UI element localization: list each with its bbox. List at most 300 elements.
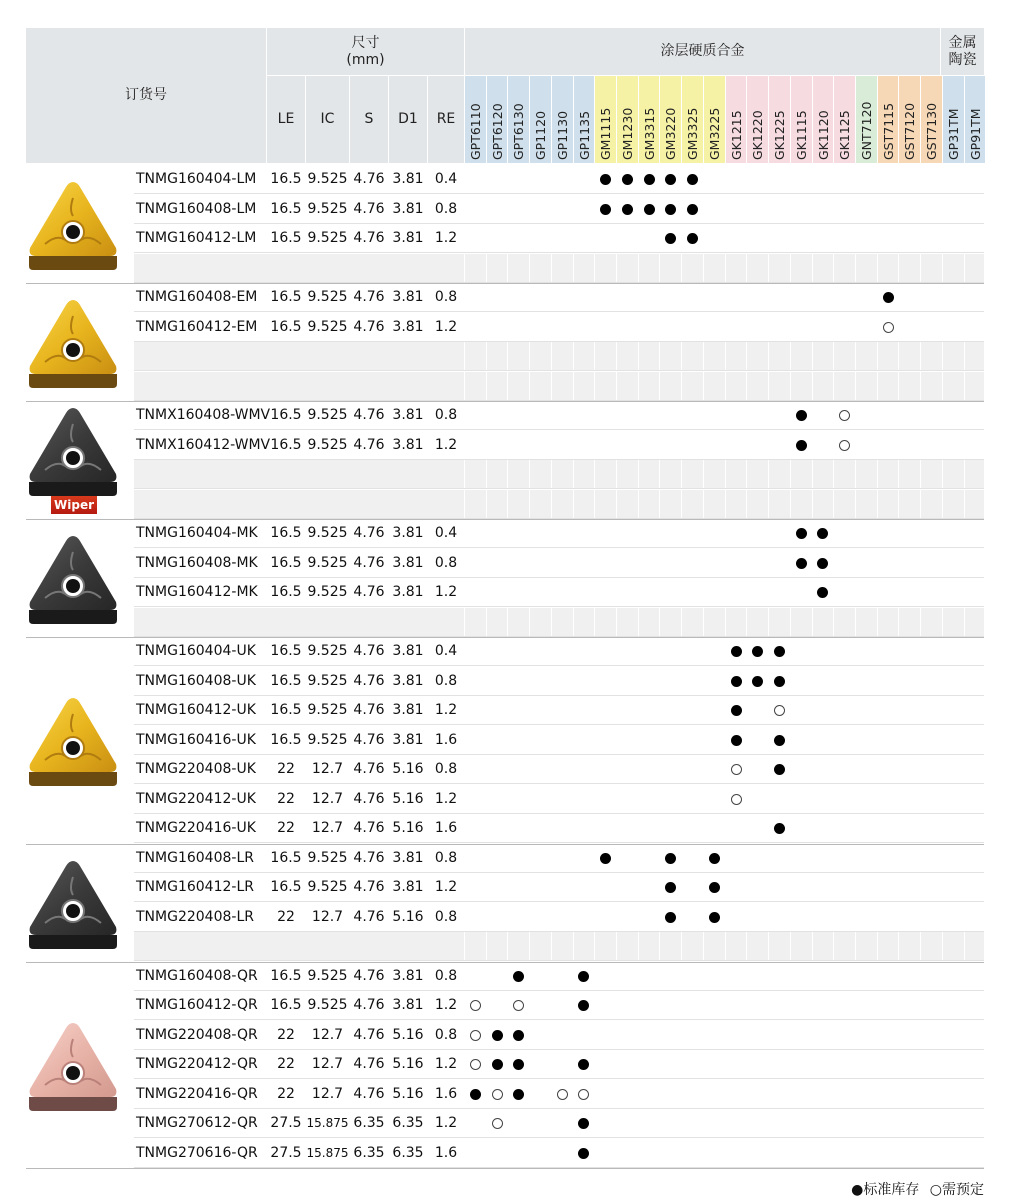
table-row	[134, 283, 984, 312]
dim-value-re	[428, 254, 464, 283]
order-code: TNMG160408-UK	[136, 672, 256, 689]
table-row	[134, 1050, 984, 1079]
dim-value-re: 0.8	[434, 761, 458, 777]
column-separator	[768, 932, 769, 961]
column-separator	[920, 254, 921, 283]
dim-value-d1: 3.81	[392, 171, 424, 187]
column-separator	[638, 372, 639, 401]
column-separator	[594, 342, 595, 371]
dim-value-s: 4.76	[353, 554, 385, 571]
column-separator	[464, 254, 465, 283]
column-separator	[507, 460, 508, 489]
header-size-title	[267, 32, 464, 72]
column-separator	[833, 932, 834, 961]
dim-value-s: 4.76	[353, 318, 385, 335]
table-row	[134, 195, 984, 224]
column-separator	[812, 342, 813, 371]
dim-value-le: 22	[277, 908, 295, 925]
column-separator	[464, 608, 465, 637]
dim-value-d1: 3.81	[392, 525, 424, 541]
dim-value-le: 16.5	[270, 967, 302, 984]
dim-value-ic	[306, 490, 349, 519]
dim-value-le: 27.5	[270, 1115, 302, 1131]
grade-header-gpt6130: GPT6130	[511, 103, 527, 160]
dim-value-le: 16.5	[270, 318, 302, 335]
stock-dot-gm3325	[687, 233, 698, 244]
dim-value-ic: 9.525	[307, 289, 348, 305]
dim-value-s: 4.76	[353, 200, 385, 217]
column-separator	[681, 460, 682, 489]
stock-dot-gk1115	[796, 440, 807, 451]
column-separator	[964, 932, 965, 961]
stock-dot-gk1225	[774, 764, 785, 775]
dim-value-s: 4.76	[353, 967, 385, 984]
column-separator	[594, 372, 595, 401]
order-dot-gst7115	[883, 322, 894, 333]
table-row	[134, 549, 984, 578]
column-separator	[681, 490, 682, 519]
column-separator	[920, 490, 921, 519]
stock-dot-gk1215	[731, 735, 742, 746]
column-separator	[833, 608, 834, 637]
table-row	[134, 903, 984, 932]
dim-value-d1: 3.81	[392, 289, 424, 305]
column-separator	[833, 460, 834, 489]
gold-triangle-insert-icon	[25, 692, 121, 788]
table-row	[134, 1139, 984, 1168]
empty-row	[134, 460, 984, 489]
stock-dot-gm3225	[709, 882, 720, 893]
dim-value-s	[350, 342, 388, 371]
wiper-badge: Wiper	[51, 496, 97, 514]
column-separator	[812, 932, 813, 961]
order-code: TNMG160412-QR	[136, 997, 258, 1013]
grade-header-gst7115: GST7115	[880, 102, 896, 160]
dim-value-ic: 9.525	[307, 200, 348, 217]
dim-value-s: 4.76	[353, 1085, 385, 1102]
dim-value-le: 22	[277, 790, 295, 807]
column-separator	[551, 932, 552, 961]
order-dot-gk1125	[839, 440, 850, 451]
dim-value-le: 16.5	[270, 554, 302, 571]
dim-value-d1: 3.81	[392, 849, 424, 866]
dim-value-re: 0.8	[434, 200, 458, 217]
column-separator	[898, 460, 899, 489]
dim-value-s	[350, 254, 388, 283]
column-separator	[833, 342, 834, 371]
dim-value-le: 16.5	[270, 289, 302, 305]
stock-dot-gpt6130	[513, 1089, 524, 1100]
dim-value-s: 4.76	[353, 761, 385, 777]
column-separator	[529, 372, 530, 401]
grade-header-gst7120: GST7120	[902, 102, 918, 160]
column-separator	[855, 460, 856, 489]
column-separator	[964, 372, 965, 401]
dim-value-d1: 3.81	[392, 731, 424, 748]
column-separator	[812, 254, 813, 283]
column-separator	[746, 342, 747, 371]
table-row	[134, 313, 984, 342]
column-separator	[768, 254, 769, 283]
column-separator	[725, 460, 726, 489]
dim-value-d1: 3.81	[392, 702, 424, 718]
column-separator	[659, 342, 660, 371]
dim-value-s: 4.76	[353, 1026, 385, 1043]
dim-value-s	[350, 932, 388, 961]
grade-header-gp91tm: GP91TM	[967, 108, 983, 160]
table-row	[134, 224, 984, 253]
column-separator	[551, 342, 552, 371]
dim-value-d1: 3.81	[392, 967, 424, 984]
dim-value-ic: 9.525	[307, 525, 348, 541]
order-dot-gpt6120	[492, 1089, 503, 1100]
dim-value-re: 1.2	[434, 436, 458, 453]
column-separator	[942, 932, 943, 961]
dim-value-le	[267, 608, 305, 637]
dim-value-ic: 9.525	[307, 643, 348, 659]
grade-header-gk1115: GK1115	[793, 110, 809, 160]
order-code: TNMG220408-UK	[136, 761, 256, 777]
empty-row	[134, 490, 984, 519]
dim-value-ic: 9.525	[307, 407, 348, 423]
column-separator	[833, 372, 834, 401]
dim-value-d1	[389, 254, 427, 283]
order-dot-gpt6130	[513, 1000, 524, 1011]
dim-value-le: 16.5	[270, 230, 302, 246]
stock-dot-gp1135	[578, 1000, 589, 1011]
stock-dot-gpt6120	[492, 1059, 503, 1070]
stock-dot-gm1115	[600, 204, 611, 215]
dim-value-re: 1.6	[434, 1144, 458, 1161]
column-separator	[725, 254, 726, 283]
stock-dot-gk1115	[796, 528, 807, 539]
dim-value-re: 1.2	[434, 879, 458, 895]
order-dot-gk1225	[774, 705, 785, 716]
dim-value-le: 16.5	[270, 849, 302, 866]
grade-header-gk1215: GK1215	[728, 110, 744, 160]
dim-value-re: 0.8	[434, 849, 458, 866]
order-code: TNMG160408-QR	[136, 967, 258, 984]
stock-dot-gp1135	[578, 1118, 589, 1129]
column-separator	[681, 372, 682, 401]
stock-dot-gpt6130	[513, 971, 524, 982]
column-separator	[812, 490, 813, 519]
grade-header-gp1120: GP1120	[533, 110, 549, 160]
dim-value-d1: 3.81	[392, 672, 424, 689]
grade-header-gnt7120: GNT7120	[858, 101, 874, 160]
order-code	[136, 932, 266, 961]
column-separator	[486, 460, 487, 489]
stock-dot-gm3220	[665, 204, 676, 215]
order-code: TNMG160412-MK	[136, 584, 258, 600]
stock-dot-gk1225	[774, 676, 785, 687]
column-separator	[551, 254, 552, 283]
column-separator	[790, 608, 791, 637]
column-separator	[703, 460, 704, 489]
stock-dot-gm3325	[687, 174, 698, 185]
dim-value-re	[428, 490, 464, 519]
dim-value-s: 4.76	[353, 436, 385, 453]
grade-header-gk1225: GK1225	[771, 110, 787, 160]
grade-header-gk1120: GK1120	[815, 110, 831, 160]
column-separator	[725, 342, 726, 371]
dim-value-s: 4.76	[353, 997, 385, 1013]
table-row	[134, 755, 984, 784]
column-separator	[638, 490, 639, 519]
table-row	[134, 844, 984, 873]
dim-value-re: 0.8	[434, 967, 458, 984]
dim-value-s: 4.76	[353, 643, 385, 659]
order-dot-gp1135	[578, 1089, 589, 1100]
column-separator	[659, 490, 660, 519]
column-separator	[964, 254, 965, 283]
column-separator	[464, 460, 465, 489]
column-separator	[616, 254, 617, 283]
stock-dot-gk1220	[752, 646, 763, 657]
black-triangle-insert-icon	[25, 530, 121, 626]
dim-value-ic: 9.525	[307, 702, 348, 718]
dim-value-re: 0.8	[434, 672, 458, 689]
pink-triangle-insert-icon	[25, 1017, 121, 1113]
dim-value-ic: 12.7	[311, 908, 344, 925]
gold-triangle-insert-icon	[25, 176, 121, 272]
column-separator	[573, 490, 574, 519]
dim-value-le	[267, 460, 305, 489]
dim-header-le: LE	[277, 111, 295, 127]
column-separator	[486, 932, 487, 961]
table-row	[134, 637, 984, 666]
order-dot-gpt6110	[470, 1030, 481, 1041]
dim-value-d1	[389, 490, 427, 519]
dim-value-re: 1.2	[434, 584, 458, 600]
stock-dot-gm3220	[665, 853, 676, 864]
order-code: TNMG220408-QR	[136, 1026, 258, 1043]
dim-value-ic: 9.525	[307, 318, 348, 335]
column-separator	[616, 608, 617, 637]
table-row	[134, 519, 984, 548]
column-separator	[855, 608, 856, 637]
empty-row	[134, 254, 984, 283]
column-separator	[964, 608, 965, 637]
column-separator	[703, 342, 704, 371]
black-triangle-insert-icon	[25, 855, 121, 951]
column-separator	[616, 932, 617, 961]
dim-value-s: 6.35	[353, 1115, 385, 1131]
dim-value-ic	[306, 372, 349, 401]
stock-dot-gm3325	[687, 204, 698, 215]
dim-value-le	[267, 342, 305, 371]
column-separator	[812, 608, 813, 637]
column-separator	[725, 608, 726, 637]
column-separator	[594, 254, 595, 283]
dim-value-re: 0.4	[434, 525, 458, 541]
order-dot-gpt6110	[470, 1000, 481, 1011]
column-separator	[638, 932, 639, 961]
column-separator	[529, 932, 530, 961]
black-triangle-insert-icon	[25, 402, 121, 498]
size-title-text: 尺寸	[351, 35, 380, 51]
column-separator	[942, 372, 943, 401]
column-separator	[703, 254, 704, 283]
column-separator	[942, 490, 943, 519]
column-separator	[746, 608, 747, 637]
stock-dot-gm3220	[665, 233, 676, 244]
order-code: TNMG160416-UK	[136, 731, 256, 748]
column-separator	[768, 490, 769, 519]
dim-value-d1	[389, 932, 427, 961]
column-separator	[898, 254, 899, 283]
column-separator	[616, 372, 617, 401]
dim-value-ic: 12.7	[311, 1026, 344, 1043]
header-cermet-title: 金属 陶瓷	[948, 34, 977, 68]
stock-dot-gm3315	[644, 204, 655, 215]
column-separator	[855, 932, 856, 961]
stock-dot-gk1120	[817, 528, 828, 539]
dim-value-re: 1.2	[434, 318, 458, 335]
dim-value-d1: 3.81	[392, 436, 424, 453]
column-separator	[573, 932, 574, 961]
column-separator	[638, 254, 639, 283]
stock-dot-gk1115	[796, 410, 807, 421]
stock-dot-gpt6130	[513, 1059, 524, 1070]
grade-header-gst7130: GST7130	[923, 102, 939, 160]
column-separator	[746, 372, 747, 401]
column-separator	[877, 932, 878, 961]
dim-value-ic: 9.525	[307, 171, 348, 187]
column-separator	[703, 372, 704, 401]
table-row	[134, 165, 984, 194]
grade-header-gp31tm: GP31TM	[945, 108, 961, 160]
column-separator	[594, 608, 595, 637]
dim-value-re: 1.2	[434, 230, 458, 246]
dim-value-ic	[306, 254, 349, 283]
stock-dot-gpt6120	[492, 1030, 503, 1041]
column-separator	[529, 608, 530, 637]
column-separator	[877, 460, 878, 489]
dim-value-ic: 12.7	[311, 820, 344, 836]
column-separator	[486, 608, 487, 637]
dim-value-d1	[389, 608, 427, 637]
dim-value-le: 16.5	[270, 879, 302, 895]
dim-value-d1: 3.81	[392, 407, 424, 423]
stock-dot-gm3220	[665, 912, 676, 923]
table-row	[134, 401, 984, 430]
column-separator	[877, 372, 878, 401]
order-code: TNMG160404-LM	[136, 171, 257, 187]
stock-dot-gm1230	[622, 204, 633, 215]
dim-value-le: 16.5	[270, 407, 302, 423]
column-separator	[812, 372, 813, 401]
dim-value-re: 1.6	[434, 820, 458, 836]
order-code: TNMG220416-QR	[136, 1085, 258, 1102]
column-separator	[790, 372, 791, 401]
table-row	[134, 991, 984, 1020]
column-separator	[551, 372, 552, 401]
group-divider	[26, 1168, 984, 1169]
dim-value-s: 4.76	[353, 849, 385, 866]
dim-value-ic: 12.7	[311, 790, 344, 807]
dim-value-le	[267, 372, 305, 401]
column-separator	[573, 342, 574, 371]
column-separator	[681, 932, 682, 961]
dim-value-re: 1.2	[434, 790, 458, 807]
dim-value-d1: 5.16	[392, 820, 424, 836]
column-separator	[681, 608, 682, 637]
dim-value-d1: 3.81	[392, 230, 424, 246]
order-code	[136, 608, 266, 637]
column-separator	[638, 342, 639, 371]
dim-value-s: 4.76	[353, 820, 385, 836]
dim-value-re	[428, 342, 464, 371]
column-separator	[790, 460, 791, 489]
dim-value-re	[428, 932, 464, 961]
column-separator	[703, 608, 704, 637]
order-code: TNMG160408-EM	[136, 289, 258, 305]
column-separator	[790, 932, 791, 961]
dim-value-le: 16.5	[270, 200, 302, 217]
table-row	[134, 814, 984, 843]
dim-value-d1: 3.81	[392, 584, 424, 600]
column-separator	[681, 254, 682, 283]
dim-value-ic: 9.525	[307, 672, 348, 689]
gold-triangle-insert-icon	[25, 294, 121, 390]
dim-value-le: 27.5	[270, 1144, 302, 1161]
grade-header-gm3220: GM3220	[663, 107, 679, 160]
dim-value-s: 6.35	[353, 1144, 385, 1161]
column-separator	[681, 342, 682, 371]
stock-dot-gp1135	[578, 971, 589, 982]
dim-value-le	[267, 490, 305, 519]
order-code	[136, 254, 266, 283]
column-separator	[746, 460, 747, 489]
grade-header-gm3315: GM3315	[641, 107, 657, 160]
dim-value-d1	[389, 372, 427, 401]
empty-row	[134, 342, 984, 371]
order-code: TNMX160412-WMV	[136, 436, 271, 453]
dim-value-re	[428, 460, 464, 489]
dim-value-d1	[389, 342, 427, 371]
table-row	[134, 667, 984, 696]
grade-header-gm1115: GM1115	[598, 107, 614, 160]
dim-value-le: 16.5	[270, 731, 302, 748]
order-code: TNMG160412-UK	[136, 702, 256, 718]
dim-value-s: 4.76	[353, 879, 385, 895]
dim-value-s: 4.76	[353, 584, 385, 600]
dim-value-re: 1.2	[434, 1115, 458, 1131]
column-separator	[551, 490, 552, 519]
order-dot-gpt6110	[470, 1059, 481, 1070]
column-separator	[964, 342, 965, 371]
dim-value-d1: 3.81	[392, 997, 424, 1013]
column-separator	[594, 932, 595, 961]
column-separator	[855, 254, 856, 283]
dim-value-s	[350, 372, 388, 401]
order-code: TNMG220412-QR	[136, 1056, 258, 1072]
column-separator	[790, 490, 791, 519]
dim-header-ic: IC	[320, 111, 335, 127]
dim-value-ic: 9.525	[307, 230, 348, 246]
order-code: TNMG270616-QR	[136, 1144, 258, 1161]
dim-value-ic: 12.7	[311, 1085, 344, 1102]
stock-dot-gp1135	[578, 1059, 589, 1070]
order-code: TNMG160412-EM	[136, 318, 258, 335]
column-separator	[573, 254, 574, 283]
order-code: TNMX160408-WMV	[136, 407, 271, 423]
column-separator	[855, 372, 856, 401]
column-separator	[616, 342, 617, 371]
stock-dot-gk1225	[774, 823, 785, 834]
column-separator	[594, 490, 595, 519]
